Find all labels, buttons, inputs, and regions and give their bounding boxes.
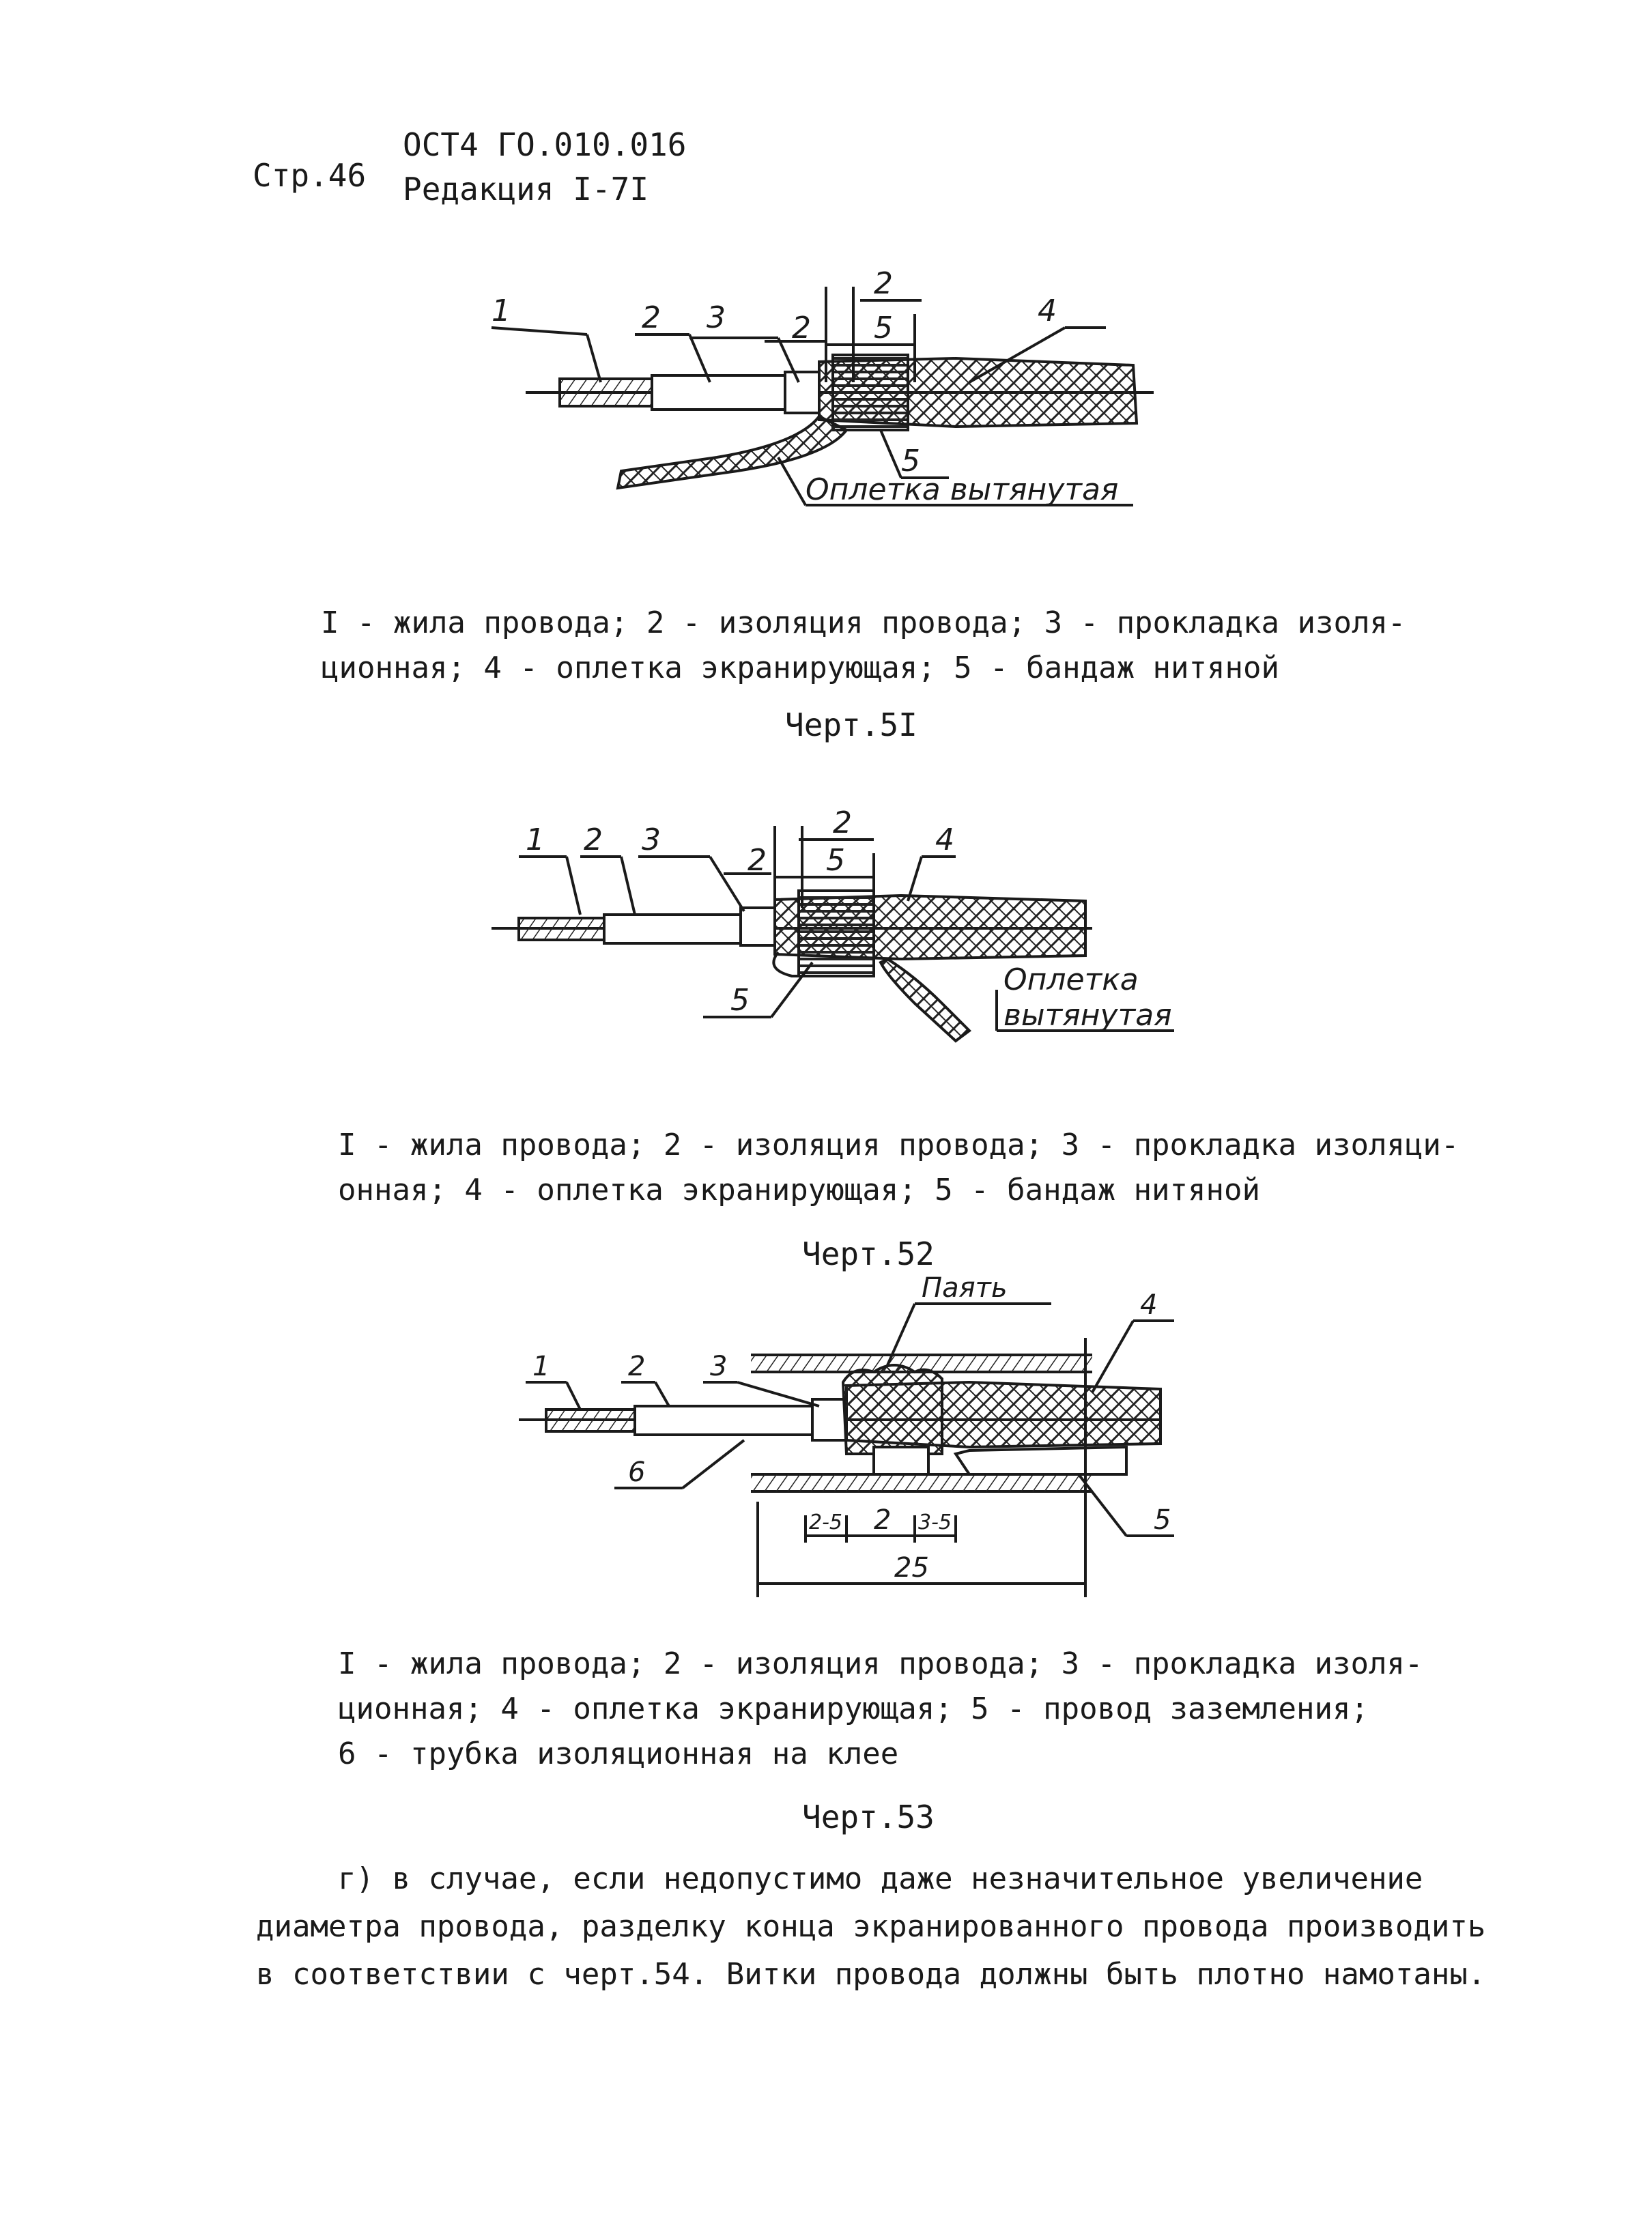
fig52-legend-line1: I - жила провода; 2 - изоляция провода; 3 - прокладка изоляци- [338, 1128, 1459, 1162]
standard-number: ОСТ4 ГО.010.016 [403, 126, 687, 163]
fig53-dim-total: 25 [894, 1552, 929, 1584]
fig51-label-1: 1 [492, 294, 511, 328]
fig51-legend-line1: I - жила провода; 2 - изоляция провода; 3 - прокладка изоля- [321, 605, 1406, 640]
page-number: Стр.46 [253, 157, 367, 194]
fig53-dim-left: 2-5 [809, 1511, 842, 1534]
fig52-dim-top: 2 [833, 805, 852, 840]
fig53-legend-line3: 6 - трубка изоляционная на клее [338, 1736, 899, 1771]
fig53-legend-line2: ционная; 4 - оплетка экранирующая; 5 - провод заземления; [338, 1691, 1369, 1726]
fig53-label-5: 5 [1154, 1504, 1171, 1536]
paragraph-line2: диаметра провода, разделку конца экранированного провода производить [256, 1909, 1486, 1944]
edition: Редакция I-7I [403, 171, 649, 208]
fig53-note: Паять [922, 1272, 1008, 1304]
fig52-caption: Черт.52 [802, 1235, 935, 1272]
fig52-label-2: 2 [584, 823, 603, 857]
fig51-dim-left: 2 [792, 311, 811, 345]
fig51-caption: Черт.5I [785, 706, 917, 743]
fig52-dim-right: 5 [826, 843, 845, 878]
fig53-label-1: 1 [532, 1351, 550, 1382]
fig52-note-line1: Оплетка [1003, 962, 1139, 997]
fig51-note: Оплетка вытянутая [806, 472, 1119, 507]
fig53-label-3: 3 [710, 1351, 728, 1382]
fig51-dim-top: 2 [874, 266, 893, 301]
fig51-dim-right: 5 [874, 311, 893, 345]
fig51-label-2: 2 [642, 300, 661, 335]
fig52-note-line2: вытянутая [1003, 998, 1172, 1033]
fig51-legend-line2: ционная; 4 - оплетка экранирующая; 5 - бандаж нитяной [321, 650, 1279, 685]
fig52-dim-left: 2 [747, 843, 767, 878]
fig52-label-5: 5 [730, 983, 750, 1018]
fig53-caption: Черт.53 [802, 1799, 935, 1835]
fig53-dim-mid: 2 [874, 1504, 892, 1536]
paragraph-line3: в соответствии с черт.54. Витки провода должны быть плотно намотаны. [256, 1957, 1486, 1992]
fig53-legend-line1: I - жила провода; 2 - изоляция провода; 3 - прокладка изоля- [338, 1646, 1423, 1681]
fig52-label-1: 1 [526, 823, 545, 857]
fig52-label-4: 4 [935, 823, 954, 857]
fig52-label-3: 3 [642, 823, 661, 857]
fig53-label-6: 6 [628, 1457, 646, 1488]
fig53-label-2: 2 [628, 1351, 646, 1382]
fig51-label-3: 3 [707, 300, 726, 335]
fig53-dim-right: 3-5 [918, 1511, 952, 1534]
paragraph-line1: г) в случае, если недопустимо даже незначительное увеличение [338, 1861, 1423, 1896]
fig51-label-4: 4 [1038, 294, 1057, 328]
fig51-label-5: 5 [901, 444, 920, 478]
fig53-label-4: 4 [1140, 1289, 1158, 1321]
fig52-legend-line2: онная; 4 - оплетка экранирующая; 5 - бандаж нитяной [338, 1173, 1261, 1207]
